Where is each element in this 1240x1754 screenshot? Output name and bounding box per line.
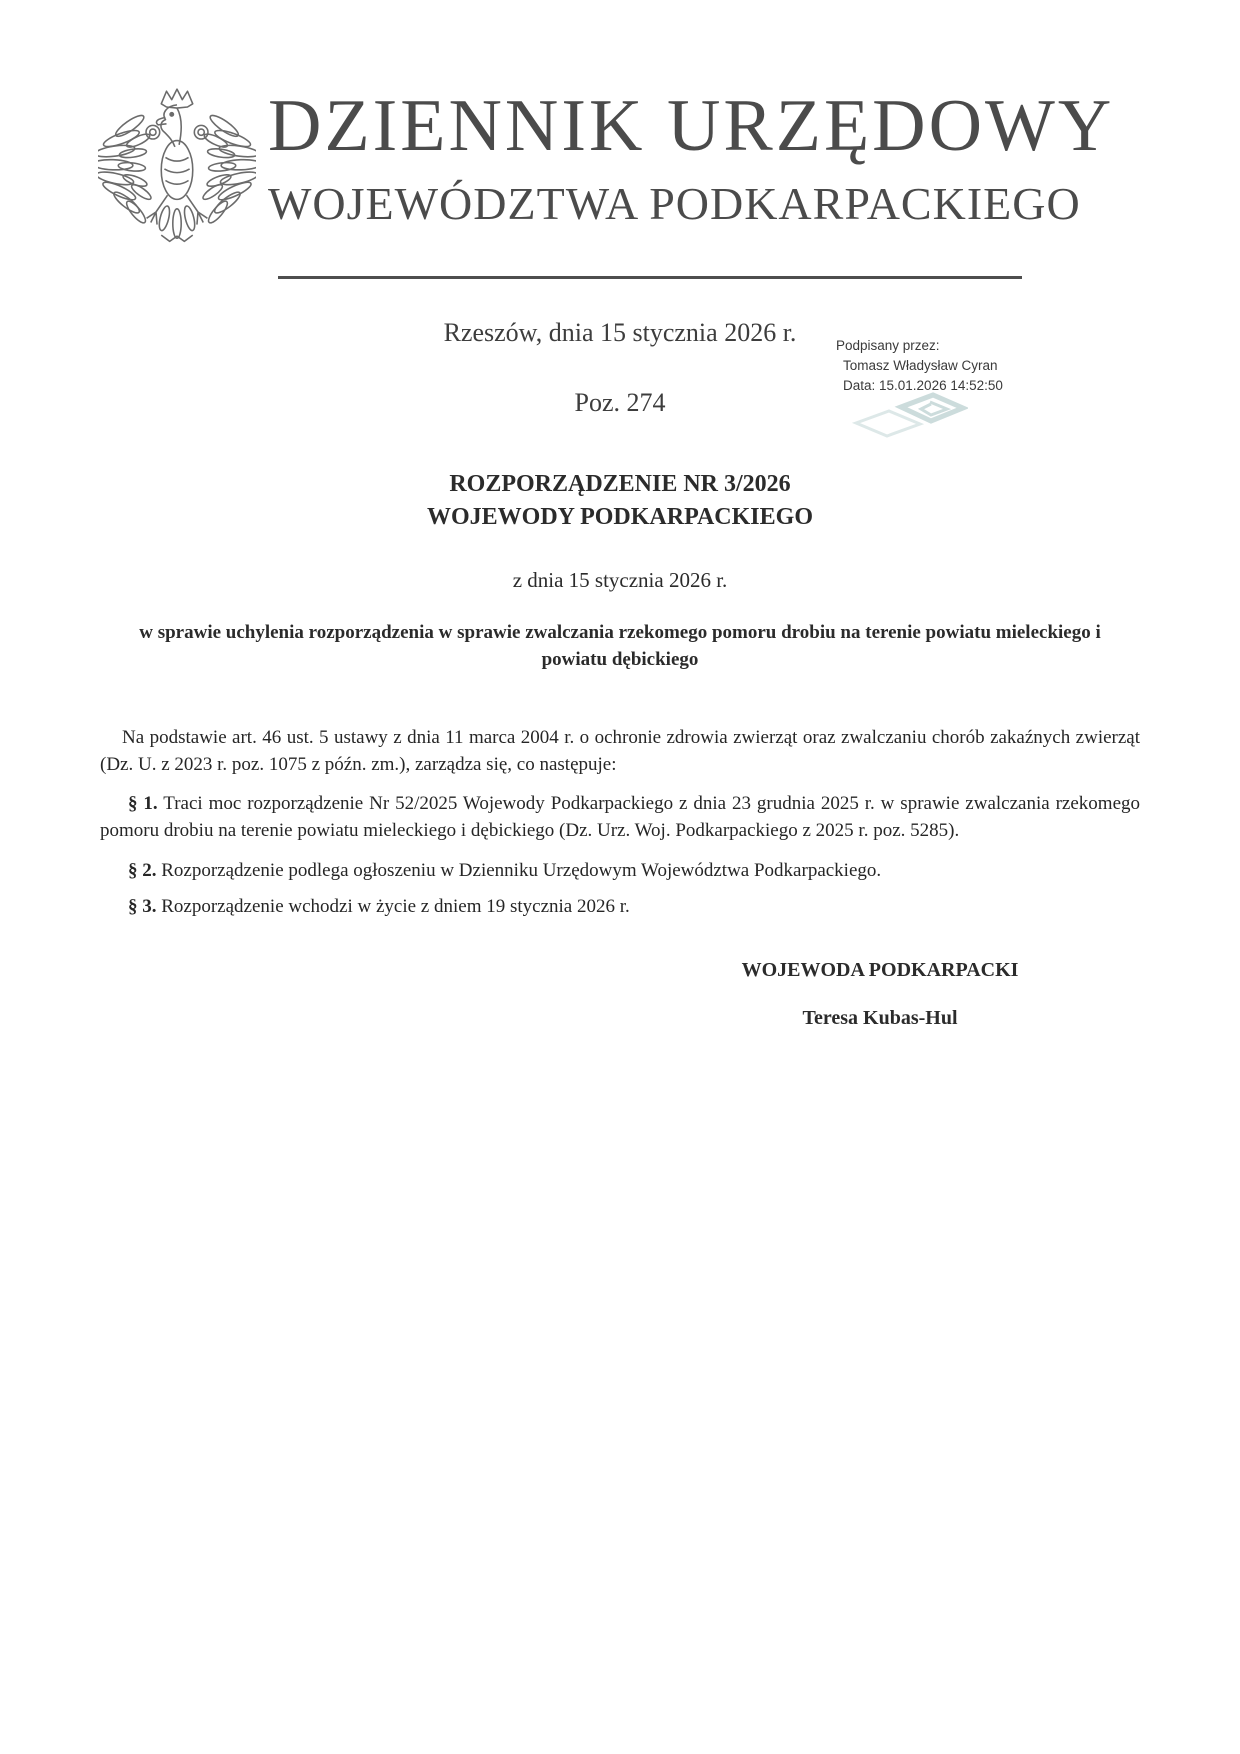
header-rule xyxy=(278,276,1022,279)
esignature-date: Data: 15.01.2026 14:52:50 xyxy=(843,378,1003,393)
section-paragraph-3 xyxy=(100,893,1140,920)
section-paragraph-2 xyxy=(100,857,1140,884)
section-marker: § 3. xyxy=(128,896,157,917)
act-date: z dnia 15 stycznia 2026 r. xyxy=(512,568,728,592)
esignature-block xyxy=(836,336,1066,396)
esignature-label: Podpisany przez: xyxy=(836,338,940,353)
act-body xyxy=(100,712,1140,920)
section-text: Traci moc rozporządzenie Nr 52/2025 Wojewody Podkarpackiego z dnia 23 grudnia 2025 r. w sprawie zwalczania rzekomego pomoru drobiu na terenie powiatu mieleckiego i dębickiego (Dz. Urz. Woj. Podkarpackiego z 2025 r. poz. 5285). xyxy=(100,793,1140,841)
polish-eagle-emblem xyxy=(98,86,256,254)
section-text: Rozporządzenie podlega ogłoszeniu w Dzienniku Urzędowym Województwa Podkarpackiego. xyxy=(161,860,882,881)
act-subject: w sprawie uchylenia rozporządzenia w sprawie zwalczania rzekomego pomoru drobiu na terenie powiatu mieleckiego i powiatu dębickiego xyxy=(139,622,1101,670)
signature-block xyxy=(620,958,1140,1030)
act-heading xyxy=(100,468,1140,673)
place-date-line: Rzeszów, dnia 15 stycznia 2026 r. xyxy=(443,318,797,347)
intro-paragraph: Na podstawie art. 46 ust. 5 ustawy z dnia 11 marca 2004 r. o ochronie zdrowia zwierząt oraz zwalczaniu chorób zakaźnych zwierząt (Dz. U. z 2023 r. poz. 1075 z późn. zm.), zarządza się, co następuje: xyxy=(100,727,1140,775)
section-marker: § 1. xyxy=(128,793,158,814)
masthead xyxy=(268,85,1115,230)
position-number: Poz. 274 xyxy=(574,388,666,417)
signer-name: Teresa Kubas-Hul xyxy=(802,1007,958,1029)
esignature-signer: Tomasz Władysław Cyran xyxy=(843,358,998,373)
act-title-line1: ROZPORZĄDZENIE NR 3/2026 xyxy=(449,471,791,497)
act-title-line2: WOJEWODY PODKARPACKIEGO xyxy=(426,504,813,530)
gazette-subtitle: WOJEWÓDZTWA PODKARPACKIEGO xyxy=(268,178,1081,229)
signer-title: WOJEWODA PODKARPACKI xyxy=(741,959,1019,981)
section-paragraph-1 xyxy=(100,790,1140,844)
esignature-seal-icon xyxy=(850,392,968,442)
section-marker: § 2. xyxy=(128,860,157,881)
gazette-title: DZIENNIK URZĘDOWY xyxy=(268,85,1115,167)
section-text: Rozporządzenie wchodzi w życie z dniem 19 stycznia 2026 r. xyxy=(161,896,630,917)
